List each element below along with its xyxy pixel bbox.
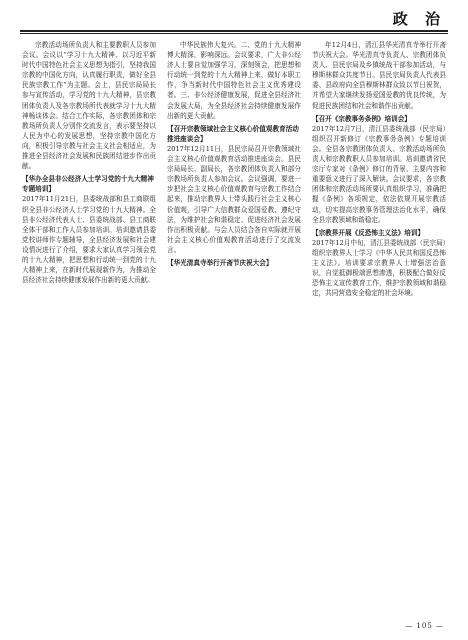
body-paragraph: 2017年11月21日，县委统战部和县工商联组织全县非公经济人士学习党的十九大精神。全县非公经济代表人士、县委统战部、县工商联全体干部和工作人员参加培训。培训邀请县委党校讲师作专题辅导，全县经济发展和社会建设情况进行了介绍，要求大家认真学习领会党的十九大精神，把思想和行动统一到党的十九大精神上来，在新时代展现新作为，为推动全县经济社会持续健康发展作出新的更大贡献。 xyxy=(22,195,156,285)
section-heading: 【召开宗教领域社会主义核心价值观教育活动推进座谈会】 xyxy=(167,124,299,143)
body-paragraph: 年12月4日，清江县华光清真寺举行开斋节庆祝大会。华光清真寺负责人、宗教团体负责人、县民宗局及乡镇统战干部参加活动，与穆斯林群众共度节日。县民宗局负责人代表县委、县政府向全县穆斯林群众致以节日祝贺，并希望大家继续发扬爱国爱教的优良传统，为促进民族团结和社会和谐作出贡献。 xyxy=(312,41,446,110)
page-number: — 105 — xyxy=(405,622,444,630)
article-columns xyxy=(22,40,446,620)
section-heading: 【华办全县非公经济人士学习党的十九大精神专题培训】 xyxy=(22,175,154,194)
section-title: 政 治 xyxy=(392,10,446,28)
column-right xyxy=(312,40,446,620)
section-heading: 【宗教界开展《反恐怖主义法》培训】 xyxy=(312,228,425,237)
section-heading: 【华光清真寺举行开斋节庆祝大会】 xyxy=(167,258,273,267)
body-paragraph: 中华民族伟大复兴。二、党的十九大精神博大精深，影响深远。会议要求，广大非公经济人士要自觉加强学习，深刻领会，把思想和行动统一到党的十九大精神上来，做好本职工作，争当新时代中国特色社会主义优秀建设者。三、非公经济健康发展，促进全县经济社会发展大局，为全县经济社会持续健康发展作出新的更大贡献。 xyxy=(167,41,301,120)
body-paragraph: 2017年12月11日，县民宗局召开宗教领域社会主义核心价值观教育活动推进座谈会。县民宗局局长、副局长，各宗教团体负责人和部分宗教场所负责人参加会议。会议强调，要进一步把社会主义核心价值观教育与宗教工作结合起来，推动宗教界人士带头践行社会主义核心价值观，引导广大信教群众爱国爱教、遵纪守法，为维护社会和谐稳定、促进经济社会发展作出积极贡献。与会人员结合各自实际就开展社会主义核心价值观教育活动进行了交流发言。 xyxy=(167,144,301,254)
column-left xyxy=(22,40,156,620)
column-middle xyxy=(167,40,301,620)
header-rule xyxy=(20,30,448,32)
page-header xyxy=(0,0,468,32)
section-heading: 【召开《宗教事务条例》培训会】 xyxy=(312,114,411,123)
body-paragraph: 宗教活动场所负责人和主要教职人员参加会议。会议以“学习十九大精神、以习近平新时代中国特色社会主义思想为指引，坚持我国宗教的中国化方向，认真履行职责，做好全县民族宗教工作”为主题。会上，县民宗局局长参与宣传活动，学习党的十九大精神，县宗教团体负责人及各宗教场所代表就学习十九大精神畅谈体会。结合工作实际，各宗教团体和宗教场所负责人分别作交流发言，表示要坚持以人民为中心的发展思想，坚持宗教中国化方向，积极引导宗教与社会主义社会相适应，为推进全县经济社会发展和民族团结进步作出贡献。 xyxy=(22,41,156,171)
body-paragraph: 2017年12月7日，清江县委统战部（民宗局）组织召开新修订《宗教事务条例》专题培训会。全县各宗教团体负责人、宗教活动场所负责人和宗教教职人员参加培训。培训邀请省民宗厅专家对《条例》修订的背景、主要内容和重要意义进行了深入解读。会议要求，各宗教团体和宗教活动场所要认真组织学习，准确把握《条例》各项规定，依法依规开展宗教活动，切实提高宗教事务管理法治化水平，确保全县宗教领域和谐稳定。 xyxy=(312,124,446,224)
body-paragraph: 2017年12月中旬，清江县委统战部（民宗局）组织宗教界人士学习《中华人民共和国反恐怖主义法》。培训要求宗教界人士增强法治意识，自觉抵御极端思想渗透，积极配合做好反恐怖主义宣传教育工作，维护宗教领域和谐稳定，共同营造安全稳定的社会环境。 xyxy=(312,238,446,298)
header-rule-thin xyxy=(20,33,448,34)
